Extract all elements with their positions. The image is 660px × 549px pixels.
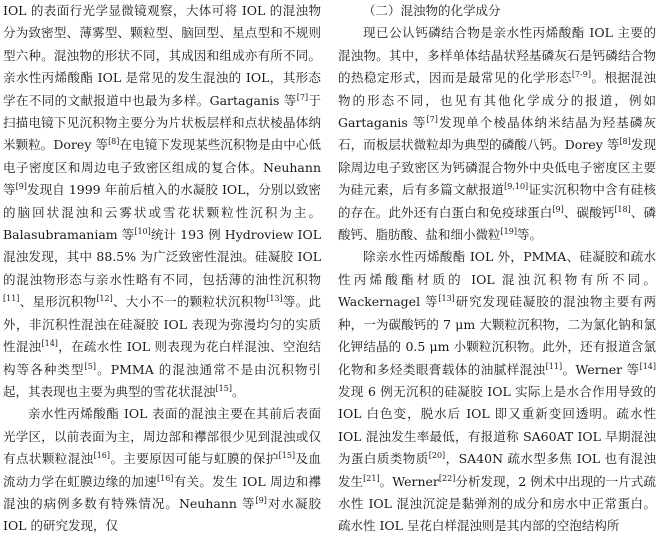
text-run: 。主要原因可能与虹膜的保护 (110, 451, 279, 467)
text-run: 在电镜下发现某些沉积物是由中心低电子密度区和周边电子致密区组成的复合体。Neuhann 等 (3, 137, 321, 198)
citation: [16] (93, 450, 110, 460)
text-run: 等。 (516, 227, 542, 243)
right-column (338, 0, 656, 549)
text-run: 。PMMA 的混浊通常不是由沉积物引起，其表现也主要为典型的雪花状混浊 (3, 361, 321, 399)
citation: [7-9] (571, 70, 592, 80)
text-run: 、星形沉积物 (19, 294, 97, 310)
text-run: 证实沉积物中含有硅核的存在。此外还有白蛋白和免疫球蛋白 (338, 182, 656, 220)
citation: [5] (84, 361, 96, 371)
citation: [8] (108, 137, 120, 147)
text-run: ，SA40N 疏水型多焦 IOL 也有混浊发生 (338, 451, 656, 489)
text-run: 。 (231, 383, 245, 399)
text-run: IOL 的表面行光学显微镜观察，大体可将 IOL 的混浊物分为致密型、薄雾型、颗粒型、脑回型、星点型和不规则型六种。混浊物的形状不同，其成因和组成亦有所不同。亲水性丙烯酸酯 IOL 是常见的发生混浊的 IOL，其形态学在不同的文献报道中也最为多样。Gartaganis 等 (3, 3, 321, 108)
text-run: 亲水性丙烯酸酯 IOL 表面的混浊主要在其前后表面光学区，以前表面为主，周边部和襻部很少见到混浊或仅有点状颗粒混浊 (3, 406, 321, 467)
text-run: 、碳酸钙 (563, 204, 615, 220)
text-run: 分析发现，2 例术中出现的一片式疏水性 IOL 混浊沉淀是黏弹剂的成分和房水中正常蛋白。疏水性 IOL 呈花白样混浊则是其内部的空泡结构所 (338, 473, 656, 534)
citation: [9] (15, 182, 27, 192)
text-run: 发现 6 例无沉积的硅凝胶 IOL 实际上是水合作用导致的 IOL 白色变，脱水后 IOL 即又重新变回透明。疏水性 IOL 混浊发生率最低，有报道称 SA60AT IOL 早期混浊为蛋白质类物质 (338, 383, 656, 467)
text-run: ，在疏水性 IOL 则表现为花白样混浊、空泡结构等各种类型 (3, 339, 321, 377)
citation: [9] (552, 204, 564, 214)
citation: [15] (215, 383, 232, 393)
citation: [14] (639, 361, 656, 371)
text-run: 等。此外，非沉积性混浊在硅凝胶 IOL 表现为弥漫均匀的实质性混浊 (3, 294, 321, 355)
citation: [7] (296, 92, 309, 102)
citation: [16] (156, 473, 174, 483)
citation: [21] (363, 473, 380, 483)
citation: [12] (96, 294, 113, 304)
left-paragraph-1 (3, 0, 321, 403)
text-run: 除亲水性丙烯酸酯 IOL 外，PMMA、硅凝胶和疏水性丙烯酸酯材质的 IOL 混浊沉积物有所不同。Wackernagel 等 (338, 249, 656, 310)
text-run: 。根据混浊物的形态不同，也见有其他化学成分的报道，例如 Gartaganis 等 (338, 70, 656, 131)
text-run: 、磷酸钙、脂肪酸、盐和细小微粒 (338, 204, 656, 243)
section-heading: （二）混浊物的化学成分 (363, 3, 501, 18)
text-run: 研究发现硅凝胶的混浊物主要有两种，一为碳酸钙的 7 μm 大颗粒沉积物，二为氯化钠和氯化钾结晶的 0.5 μm 小颗粒沉积物。此外，还有报道含氯化物和多烃类眼膏载体的油腻样混浊 (338, 294, 656, 377)
citation: [8] (619, 137, 631, 147)
citation: [11] (3, 294, 20, 304)
text-run: 于扫描电镜下见沉积物主要分为片状板层样和点状棱晶体纳米颗粒。Dorey 等 (3, 92, 321, 153)
text-run: 统计 193 例 Hydroview IOL 混浊发现，其中 88.5% 为广泛致密性混浊。硅凝胶 IOL 的混浊物形态与亲水性略有不同，包括薄的油性沉积物 (3, 227, 321, 287)
citation: [13] (438, 294, 455, 304)
text-run: 、大小不一的颗粒状沉积物 (112, 294, 267, 310)
citation: [22] (438, 473, 456, 483)
text-run: 发现单个棱晶体纳米结晶为羟基磷灰石，而板层状微粒却为典型的磷酸八钙。Dorey 等 (338, 115, 656, 153)
citation: [11] (545, 361, 563, 371)
text-run: 及血流动力学在虹膜边缘的加速 (3, 451, 321, 489)
right-paragraph-1 (338, 22, 656, 246)
left-paragraph-2 (3, 403, 321, 537)
text-run: 。Werner 等 (562, 361, 640, 377)
citation: [14] (41, 338, 58, 348)
text-run: 发现除周边电子致密区为钙磷混合物外中央低电子密度区主要为硅元素，后有多篇文献报道 (338, 137, 656, 198)
citation: [18] (614, 204, 631, 214)
citation: [19] (500, 226, 517, 236)
citation: [15] (278, 450, 296, 460)
citation: [9,10] (504, 182, 529, 192)
text-run: 现已公认钙磷结合物是亲水性丙烯酸酯 IOL 主要的混浊物。其中，多样单体结晶状羟基磷灰石是钙磷结合物的热稳定形式，因而是最常见的化学形态 (338, 25, 656, 86)
text-run: 发现自 1999 年前后植入的水凝胶 IOL，分别以致密的脑回状混浊和云雾状或雪花状颗粒性沉积为主。Balasubramaniam 等 (3, 182, 321, 243)
citation: [9] (255, 495, 267, 505)
citation: [7] (426, 114, 438, 124)
citation: [20] (428, 450, 446, 460)
text-run: 。Werner (379, 473, 439, 489)
citation: [10] (134, 226, 151, 236)
citation: [13] (266, 294, 283, 304)
left-column (3, 0, 321, 549)
right-paragraph-2 (338, 246, 656, 537)
text-run: 有关。发生 IOL 周边和襻混浊的病例多数有特殊情况。Neuhann 等 (3, 473, 321, 511)
text-run: 对水凝胶 IOL 的研究发现，仅 (3, 495, 321, 534)
